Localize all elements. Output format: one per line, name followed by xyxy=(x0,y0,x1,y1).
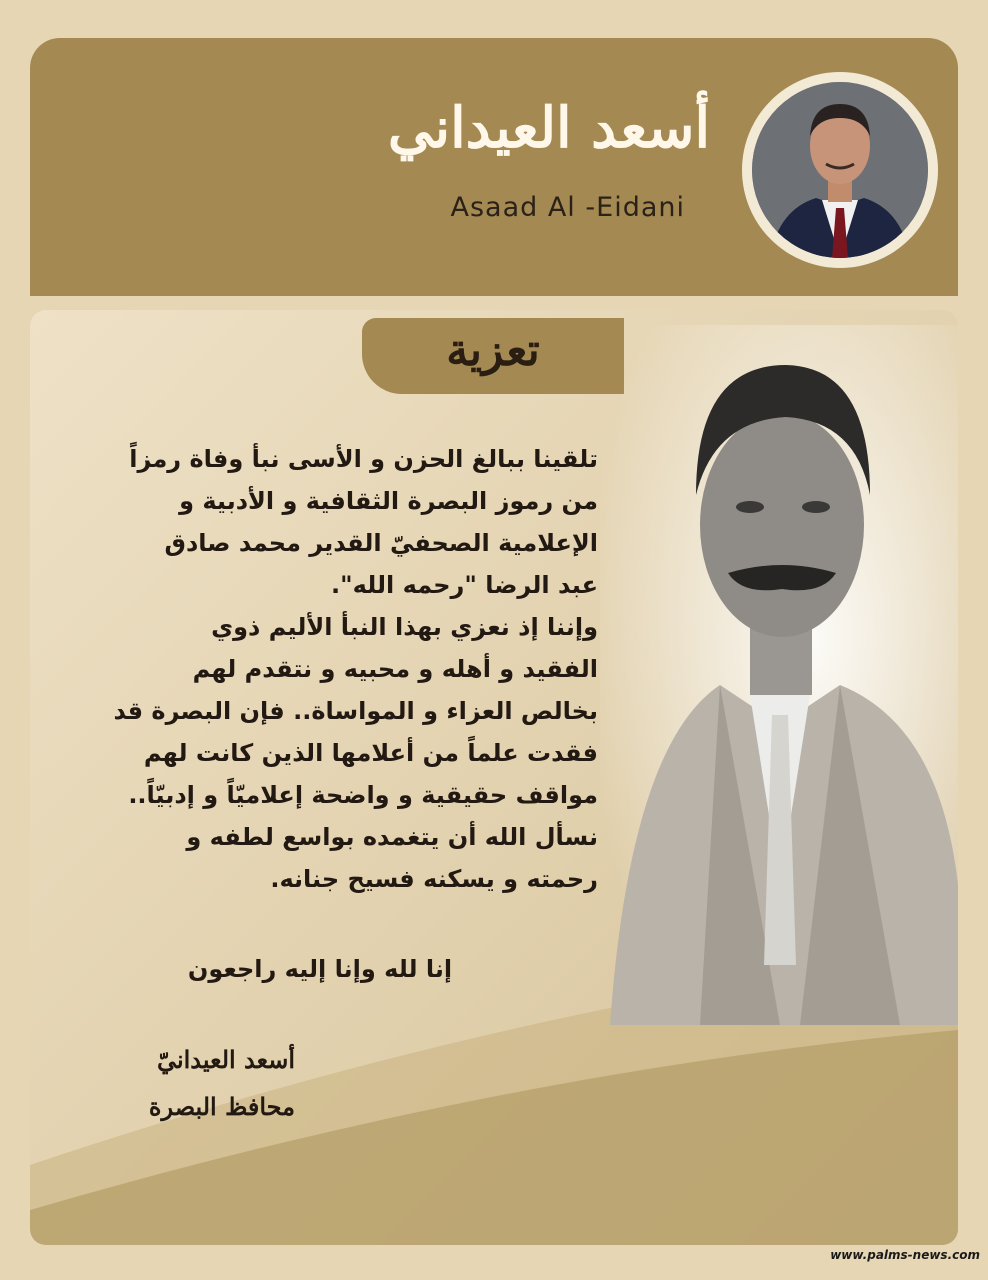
notice-title: تعزية xyxy=(446,325,540,376)
closing-phrase: إنا لله وإنا إليه راجعون xyxy=(187,955,453,983)
text-line: عبد الرضا "رحمه الله". xyxy=(331,571,598,599)
avatar-photo xyxy=(752,82,928,258)
signature-name: أسعد العيدانيّ xyxy=(156,1045,295,1074)
portrait-photo xyxy=(600,325,958,1025)
text-line: رحمته و يسكنه فسيح جنانه. xyxy=(270,865,598,893)
text-line: الفقيد و أهله و محبيه و نتقدم لهم xyxy=(192,655,598,683)
text-line: وإننا إذ نعزي بهذا النبأ الأليم ذوي xyxy=(211,613,598,641)
text-line: نسأل الله أن يتغمده بواسع لطفه و xyxy=(186,823,598,851)
brand-english-name: Asaad Al -Eidani xyxy=(450,192,685,223)
person-icon xyxy=(600,325,958,1025)
text-line: من رموز البصرة الثقافية و الأدبية و xyxy=(179,487,598,515)
text-line: مواقف حقيقية و واضحة إعلاميّاً و إدبيّاً.. xyxy=(128,781,598,809)
watermark-url: www.palms-news.com xyxy=(830,1248,980,1262)
text-line: فقدت علماً من أعلامها الذين كانت لهم xyxy=(143,739,598,767)
text-line: تلقينا ببالغ الحزن و الأسى نبأ وفاة رمزاً xyxy=(129,445,598,473)
signature-title: محافظ البصرة xyxy=(148,1092,295,1121)
condolence-text xyxy=(38,438,598,900)
text-line: بخالص العزاء و المواساة.. فإن البصرة قد xyxy=(113,697,598,725)
text-line: الإعلامية الصحفيّ القدير محمد صادق xyxy=(164,529,598,557)
person-icon xyxy=(752,82,928,258)
brand-arabic-name: أسعد العيداني xyxy=(387,95,710,161)
